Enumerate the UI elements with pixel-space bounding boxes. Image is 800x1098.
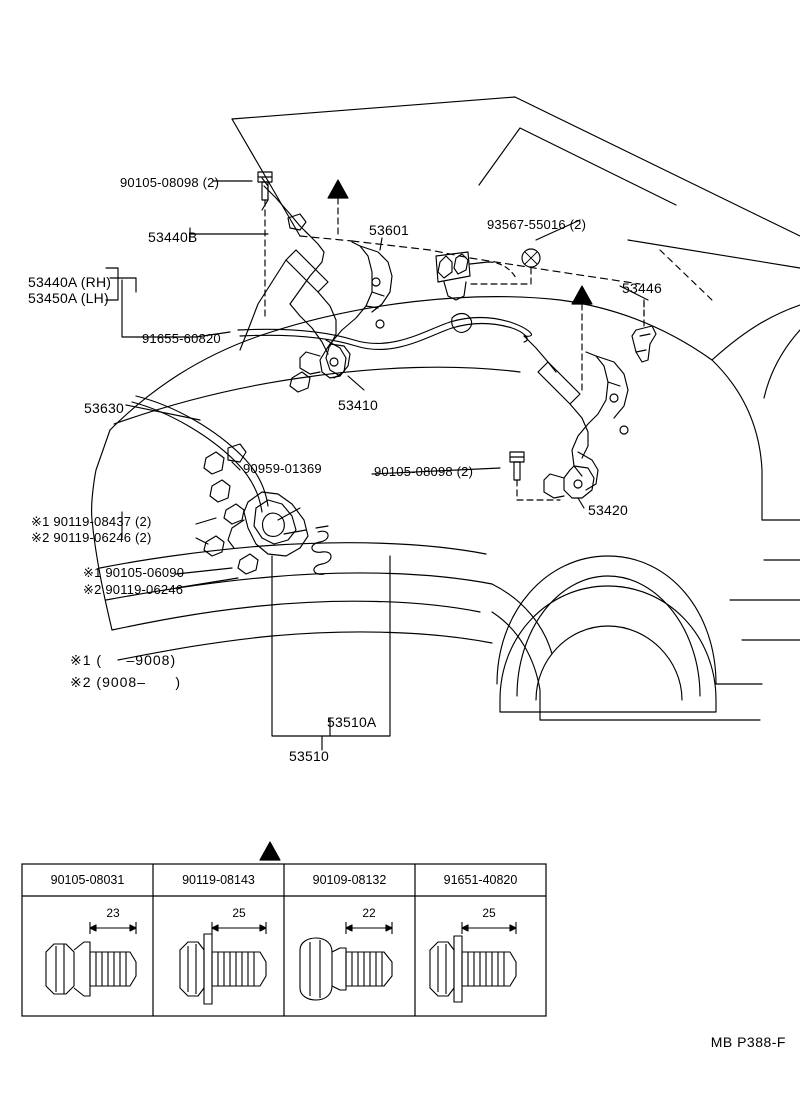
callout-53420: 53420 — [588, 502, 628, 518]
callout-53410: 53410 — [338, 397, 378, 413]
bolt-table-dim-4: 25 — [482, 906, 496, 920]
bolt-table-dim-2: 25 — [232, 906, 246, 920]
figure-code: MB P388-F — [710, 1034, 786, 1050]
bolt-table-dim-1: 23 — [106, 906, 120, 920]
callout-53510: 53510 — [289, 748, 329, 764]
callout-53601: 53601 — [369, 222, 409, 238]
bolt-table-code-4: 91651-40820 — [443, 873, 518, 887]
callout-90959-01369: 90959-01369 — [243, 461, 322, 476]
bolt-table-code-3: 90109-08132 — [312, 873, 387, 887]
callout-90119-06246: ※2 90119-06246 — [83, 582, 184, 597]
callout-91655-60820: 91655-60820 — [142, 331, 221, 346]
callout-53440B: 53440B — [148, 229, 198, 245]
note-mark-2-range: ※2 (9008– ) — [70, 674, 181, 690]
bolt-table-code-2: 90119-08143 — [182, 873, 255, 887]
callout-93567-55016: 93567-55016 (2) — [487, 217, 587, 232]
callout-90105-08098-lower: 90105-08098 (2) — [374, 464, 474, 479]
callout-53440A-rh: 53440A (RH) — [28, 274, 112, 290]
callout-53446: 53446 — [622, 280, 662, 296]
callout-90105-08098-upper: 90105-08098 (2) — [120, 175, 220, 190]
note-mark-1-range: ※1 ( –9008) — [70, 652, 177, 668]
bolt-table-dim-3: 22 — [362, 906, 376, 920]
callout-90119-06246-2: ※2 90119-06246 (2) — [31, 530, 152, 545]
callout-90105-06090: ※1 90105-06090 — [83, 565, 185, 580]
callout-90119-08437: ※1 90119-08437 (2) — [31, 514, 152, 529]
bolt-table-code-1: 90105-08031 — [50, 873, 125, 887]
callout-53510A: 53510A — [327, 714, 377, 730]
callout-53630: 53630 — [84, 400, 124, 416]
callout-53450A-lh: 53450A (LH) — [28, 290, 109, 306]
